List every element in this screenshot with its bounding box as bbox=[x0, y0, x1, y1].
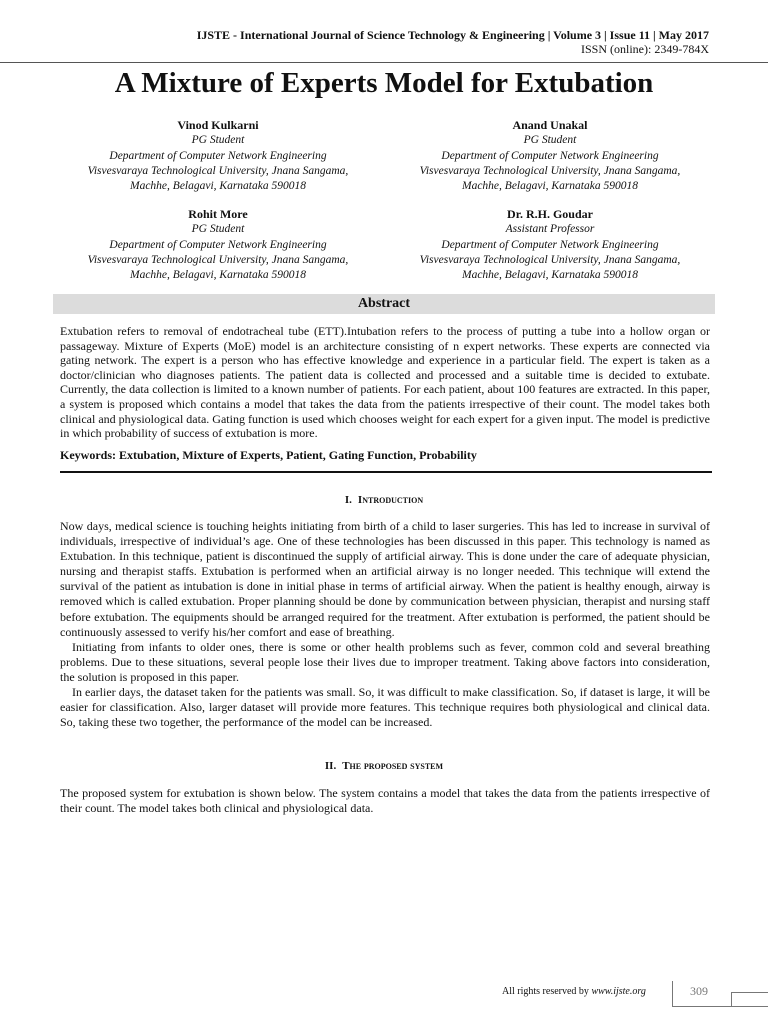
author-block bbox=[68, 118, 368, 194]
section-title: Introduction bbox=[357, 494, 424, 506]
keywords: Keywords: Extubation, Mixture of Experts, Patient, Gating Function, Probability bbox=[60, 448, 477, 462]
proposed-system-body bbox=[60, 786, 710, 816]
site-link[interactable]: www.ijste.org bbox=[591, 986, 646, 997]
footer-divider bbox=[672, 981, 673, 1007]
section-title: The proposed system bbox=[342, 760, 444, 772]
author-dept: Department of Computer Network Engineering bbox=[109, 149, 327, 162]
author-role: Assistant Professor bbox=[505, 223, 595, 236]
introduction-body bbox=[60, 519, 710, 730]
author-univ: Visvesvaraya Technological University, Jnana Sangama, bbox=[419, 164, 681, 177]
abstract-text: Extubation refers to removal of endotracheal tube (ETT).Intubation refers to the process of putting a tube into a hollow organ or passageway. Mixture of Experts (MoE) model is an architecture consisting of n expert networks. These experts are connected via gating network. The expert is a person who has effective knowledge and experience in a particular field. The expert is taken as a doctor/clinician who diagnoses patients. The patient data is collected and processed and a suitable time is decided to extubate. Currently, the data collection is limited to a known number of patients. For each patient, about 100 features are extracted. In this paper, a system is proposed which contains a model that takes the data from the patients irrespective of their count. The model takes both clinical and physiological data. Gating function is used which chooses weight for each expert for a given input. The model is predictive in which probability of success of extubation is more. bbox=[60, 324, 710, 441]
author-block bbox=[400, 207, 700, 283]
journal-name: IJSTE - International Journal of Science Technology & Engineering | Volume 3 | Issue 11 | May 2017 bbox=[196, 28, 709, 42]
author-addr: Machhe, Belagavi, Karnataka 590018 bbox=[130, 180, 306, 193]
header-divider bbox=[0, 62, 768, 63]
author-block bbox=[400, 118, 700, 194]
author-dept: Department of Computer Network Engineering bbox=[441, 149, 659, 162]
author-univ: Visvesvaraya Technological University, Jnana Sangama, bbox=[419, 253, 681, 266]
author-addr: Machhe, Belagavi, Karnataka 590018 bbox=[462, 180, 638, 193]
keywords-divider bbox=[60, 471, 712, 473]
section-heading-introduction bbox=[0, 494, 768, 506]
section-heading-proposed-system bbox=[0, 760, 768, 772]
paper-title: A Mixture of Experts Model for Extubation bbox=[114, 67, 654, 99]
journal-header bbox=[197, 28, 709, 56]
paragraph: The proposed system for extubation is shown below. The system contains a model that takes the data from the patients irrespective of their count. The model takes both clinical and physiological data. bbox=[60, 786, 710, 816]
issn: ISSN (online): 2349-784X bbox=[581, 42, 709, 56]
author-role: PG Student bbox=[191, 134, 245, 147]
paragraph: In earlier days, the dataset taken for the patients was small. So, it was difficult to make classification. So, if dataset is large, it will be easier for classification. Also, larger dataset will provide more features. This technique requires both physiological and clinical data. So, taking these two together, the performance of the model can be increased. bbox=[60, 685, 710, 730]
author-role: PG Student bbox=[523, 134, 577, 147]
author-dept: Department of Computer Network Engineering bbox=[109, 238, 327, 251]
author-univ: Visvesvaraya Technological University, Jnana Sangama, bbox=[87, 164, 349, 177]
section-number: I. bbox=[344, 494, 352, 506]
author-name: Vinod Kulkarni bbox=[177, 118, 259, 132]
author-addr: Machhe, Belagavi, Karnataka 590018 bbox=[462, 269, 638, 282]
author-name: Rohit More bbox=[188, 207, 248, 221]
author-block bbox=[68, 207, 368, 283]
footer-divider bbox=[672, 1006, 768, 1007]
footer-divider bbox=[731, 992, 732, 1006]
rights-text: All rights reserved by bbox=[502, 986, 592, 997]
paragraph: Initiating from infants to older ones, there is some or other health problems such as fever, common cold and several breathing problems. Due to these situations, several people lose their lives due to improper treatment. Taking above factors into consideration, the solution is proposed in this paper. bbox=[60, 639, 710, 684]
paragraph: Now days, medical science is touching heights initiating from birth of a child to laser surgeries. This has led to increase in survival of individuals, irrespective of individual’s age. One of these technologies has been discussed in this paper. This technology is named as Extubation. In this technique, patient is discontinued the supply of artificial airway. This is done under the care of adequate physician, nursing and therapist staffs. Extubation is performed when an artificial airway is no longer needed. This technique will extend the survival of the patient as intubation is done in initial phase in terms of artificial airway. When the patient is healthy enough, airway is removed which is called extubation. Proper planning should be done by communication between physician, therapist and nursing staff before extubation. The equipments should be arranged required for the treatment. After extubation is performed, the patient should be continuously assessed to verify his/her comfort and ease of breathing. bbox=[60, 519, 710, 639]
footer-rights bbox=[502, 986, 646, 997]
abstract-heading: Abstract bbox=[53, 294, 715, 314]
author-name: Dr. R.H. Goudar bbox=[507, 207, 593, 221]
author-addr: Machhe, Belagavi, Karnataka 590018 bbox=[130, 269, 306, 282]
author-univ: Visvesvaraya Technological University, Jnana Sangama, bbox=[87, 253, 349, 266]
section-number: II. bbox=[324, 760, 337, 772]
author-name: Anand Unakal bbox=[512, 118, 588, 132]
page-number: 309 bbox=[690, 984, 708, 998]
author-role: PG Student bbox=[191, 223, 245, 236]
author-dept: Department of Computer Network Engineering bbox=[441, 238, 659, 251]
footer-divider bbox=[731, 992, 768, 993]
